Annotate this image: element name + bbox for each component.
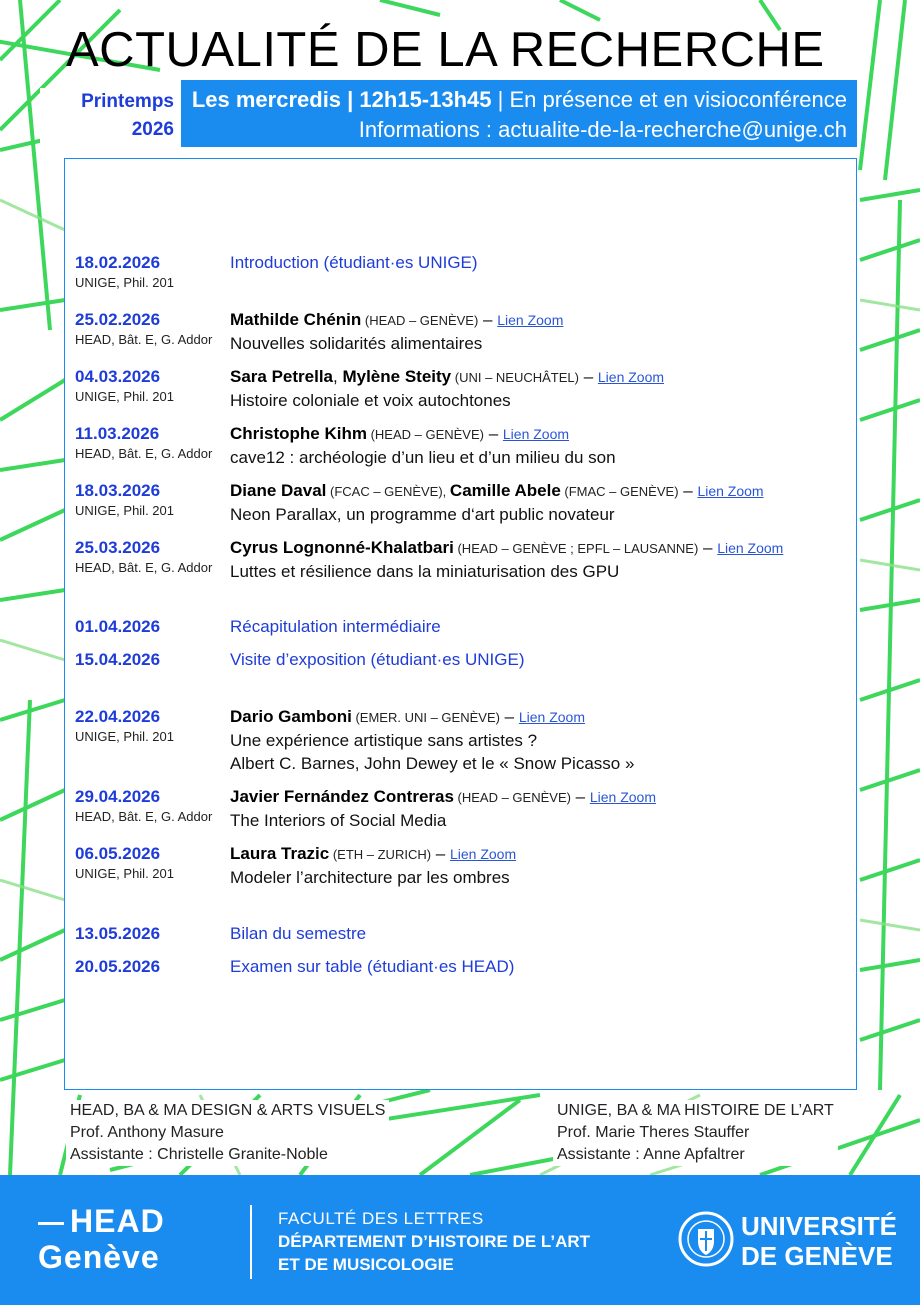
session-content	[230, 536, 783, 583]
session-content	[230, 422, 616, 469]
program-panel	[64, 158, 857, 1090]
head-logo-line1: HEAD	[70, 1203, 165, 1239]
unige-name-line1: UNIVERSITÉ	[741, 1211, 898, 1241]
talk-title: Modeler l’architecture par les ombres	[230, 868, 510, 887]
talk-title: Nouvelles solidarités alimentaires	[230, 334, 483, 353]
speaker-institution: (HEAD – GENÈVE ; EPFL – LAUSANNE)	[453, 541, 699, 556]
separator: –	[478, 310, 498, 329]
speaker-name: Dario Gamboni	[230, 707, 352, 726]
session-location: HEAD, Bât. E, G. Addor	[75, 560, 213, 575]
schedule-line	[181, 85, 847, 115]
speaker-line	[230, 536, 783, 560]
speaker-name: Camille Abele	[449, 481, 561, 500]
separator: –	[678, 481, 698, 500]
head-geneve-logo	[38, 1203, 165, 1275]
session-content	[230, 842, 516, 889]
session-date: 04.03.2026	[75, 367, 161, 386]
session-date: 18.02.2026	[75, 253, 161, 272]
speaker-name: Mathilde Chénin	[230, 310, 362, 329]
speaker-name: Javier Fernández Contreras	[230, 787, 454, 806]
page-title: ACTUALITÉ DE LA RECHERCHE	[66, 23, 825, 77]
session-content	[230, 785, 656, 832]
zoom-link[interactable]: Lien Zoom	[502, 426, 570, 442]
session-content	[230, 479, 764, 526]
semester-year: 2026	[40, 116, 174, 144]
unige-seal-icon	[678, 1211, 734, 1267]
faculty-label	[278, 1207, 590, 1276]
schedule-days-time: Les mercredis | 12h15-13h45	[191, 87, 492, 112]
session-content	[230, 308, 563, 355]
session-location: HEAD, Bât. E, G. Addor	[75, 446, 213, 461]
talk-title: Histoire coloniale et voix autochtones	[230, 391, 511, 410]
info-contact[interactable]: Informations : actualite-de-la-recherche@unige.ch	[358, 117, 847, 142]
session-title: Introduction (étudiant·es UNIGE)	[230, 253, 478, 272]
unige-name-line2: DE GENÈVE	[741, 1241, 893, 1271]
dash-mark	[38, 1222, 64, 1225]
speaker-line	[230, 842, 516, 866]
session-location: UNIGE, Phil. 201	[75, 389, 174, 404]
session-date: 25.03.2026	[75, 538, 161, 557]
session-date: 29.04.2026	[75, 787, 161, 806]
speaker-institution: (ETH – ZURICH)	[329, 847, 432, 862]
speaker-line	[230, 785, 656, 809]
session-date: 25.02.2026	[75, 310, 161, 329]
talk-title: The Interiors of Social Media	[230, 811, 447, 830]
session-title: Récapitulation intermédiaire	[230, 617, 441, 636]
speaker-line	[230, 705, 634, 729]
speaker-line	[230, 308, 563, 332]
department-name-line2: ET DE MUSICOLOGIE	[278, 1255, 454, 1274]
speaker-joiner: ,	[333, 367, 343, 386]
session-title: Visite d’exposition (étudiant·es UNIGE)	[230, 650, 525, 669]
unige-assistant: Assistante : Anne Apfaltrer	[557, 1146, 745, 1163]
semester-name: Printemps	[40, 88, 174, 116]
session-date: 11.03.2026	[75, 424, 160, 443]
session-content	[230, 365, 664, 412]
schedule-mode: | En présence et en visioconférence	[491, 87, 847, 112]
talk-title: Luttes et résilience dans la miniaturisation des GPU	[230, 562, 620, 581]
speaker-institution: (UNI – NEUCHÂTEL)	[451, 370, 579, 385]
separator: –	[499, 707, 519, 726]
session-date: 22.04.2026	[75, 707, 161, 726]
session-date: 06.05.2026	[75, 844, 161, 863]
speaker-institution: (FCAC – GENÈVE),	[326, 484, 450, 499]
separator: –	[431, 844, 450, 863]
session-location: HEAD, Bât. E, G. Addor	[75, 809, 213, 824]
department-name-line1: DÉPARTEMENT D’HISTOIRE DE L’ART	[278, 1232, 591, 1251]
speaker-name: Laura Trazic	[230, 844, 330, 863]
speaker-institution: (HEAD – GENÈVE)	[453, 790, 571, 805]
head-professor: Prof. Anthony Masure	[70, 1124, 224, 1141]
session-location: UNIGE, Phil. 201	[75, 866, 174, 881]
zoom-link[interactable]: Lien Zoom	[497, 312, 564, 328]
head-program: HEAD, BA & MA DESIGN & ARTS VISUELS	[70, 1102, 386, 1119]
talk-subtitle: Albert C. Barnes, John Dewey et le « Snow Picasso »	[230, 754, 635, 773]
session-date: 13.05.2026	[75, 924, 161, 943]
session-date: 15.04.2026	[75, 650, 161, 669]
unige-name	[741, 1211, 897, 1271]
separator: –	[483, 424, 503, 443]
semester-label	[40, 88, 174, 144]
logo-bar	[0, 1175, 920, 1305]
speaker-line	[230, 365, 664, 389]
session-title: Examen sur table (étudiant·es HEAD)	[230, 957, 515, 976]
speaker-name: Diane Daval	[230, 481, 327, 500]
speaker-line	[230, 479, 764, 503]
separator: –	[578, 367, 598, 386]
session-content	[230, 705, 634, 775]
zoom-link[interactable]: Lien Zoom	[697, 483, 764, 499]
speaker-institution: (HEAD – GENÈVE)	[366, 427, 484, 442]
session-title: Bilan du semestre	[230, 924, 367, 943]
talk-title: Une expérience artistique sans artistes ?	[230, 731, 538, 750]
separator: –	[698, 538, 718, 557]
unige-professor: Prof. Marie Theres Stauffer	[557, 1124, 750, 1141]
session-date: 18.03.2026	[75, 481, 161, 500]
zoom-link[interactable]: Lien Zoom	[717, 540, 784, 556]
info-bar	[181, 80, 857, 147]
speaker-line	[230, 422, 616, 446]
speaker-name: Cyrus Lognonné-Khalatbari	[230, 538, 454, 557]
zoom-link[interactable]: Lien Zoom	[597, 369, 665, 385]
head-assistant: Assistante : Christelle Granite-Noble	[70, 1146, 328, 1163]
session-location: UNIGE, Phil. 201	[75, 503, 174, 518]
head-logo-line2: Genève	[38, 1239, 160, 1275]
faculty-name: FACULTÉ DES LETTRES	[278, 1209, 484, 1228]
zoom-link[interactable]: Lien Zoom	[449, 846, 517, 862]
footer-unige-credits	[553, 1100, 838, 1166]
unige-program: UNIGE, BA & MA HISTOIRE DE L’ART	[557, 1102, 834, 1119]
separator: –	[570, 787, 590, 806]
session-date: 20.05.2026	[75, 957, 161, 976]
session-location: HEAD, Bât. E, G. Addor	[75, 332, 213, 347]
speaker-institution: (HEAD – GENÈVE)	[361, 313, 479, 328]
zoom-link[interactable]: Lien Zoom	[589, 789, 657, 805]
zoom-link[interactable]: Lien Zoom	[518, 709, 585, 725]
speaker-institution: (FMAC – GENÈVE)	[560, 484, 679, 499]
talk-title: Neon Parallax, un programme d‘art public novateur	[230, 505, 615, 524]
speaker-institution: (EMER. UNI – GENÈVE)	[351, 710, 500, 725]
speaker-name: Sara Petrella	[230, 367, 334, 386]
session-date: 01.04.2026	[75, 617, 161, 636]
speaker-name: Christophe Kihm	[230, 424, 367, 443]
speaker-name: Mylène Steity	[342, 367, 452, 386]
talk-title: cave12 : archéologie d’un lieu et d’un milieu du son	[230, 448, 616, 467]
session-location: UNIGE, Phil. 201	[75, 729, 174, 744]
session-location: UNIGE, Phil. 201	[75, 275, 174, 290]
logo-divider	[250, 1205, 252, 1279]
footer-head-credits	[66, 1100, 389, 1166]
